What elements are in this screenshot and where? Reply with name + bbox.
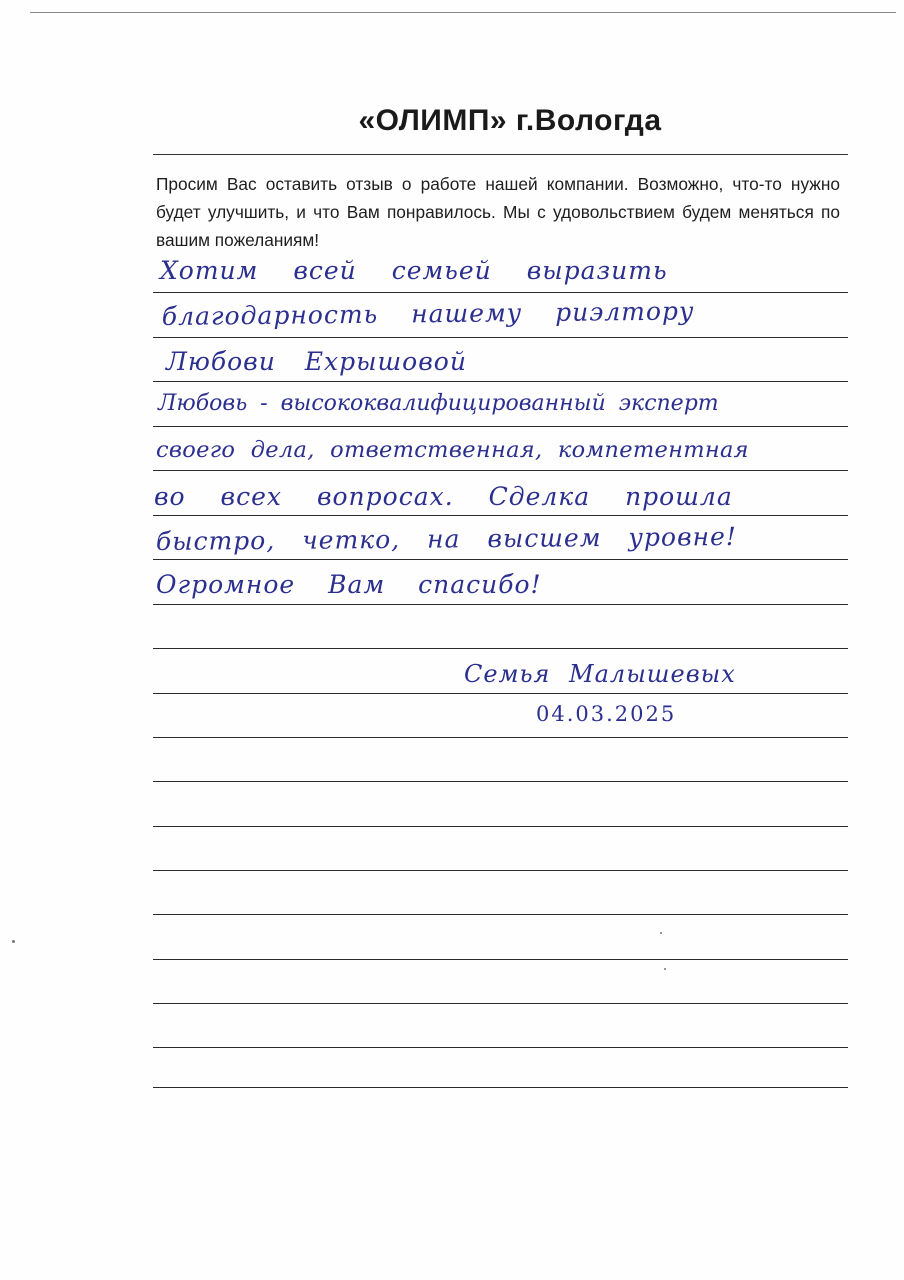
handwritten-line: Любови Ехрышовой: [166, 347, 467, 376]
writing-line: [153, 337, 848, 338]
handwritten-line: Огромное Вам спасибо!: [156, 570, 542, 599]
writing-line: [153, 515, 848, 516]
writing-line: [153, 737, 848, 738]
title-underline: [153, 154, 848, 155]
writing-line: [153, 959, 848, 960]
scan-speck: [664, 968, 666, 970]
scan-speck: [660, 932, 662, 934]
handwritten-line: благодарность нашему риэлтору: [161, 296, 695, 331]
writing-line: [153, 559, 848, 560]
handwritten-line: Хотим всей семьей выразить: [160, 256, 668, 285]
writing-line: [153, 648, 848, 649]
writing-line: [153, 1047, 848, 1048]
writing-line: [153, 914, 848, 915]
writing-line: [153, 1087, 848, 1088]
writing-line: [153, 292, 848, 293]
writing-line: [153, 381, 848, 382]
handwritten-line: Любовь - высококвалифицированный эксперт: [158, 391, 719, 416]
writing-line: [153, 781, 848, 782]
writing-line: [153, 1003, 848, 1004]
writing-line: [153, 870, 848, 871]
handwritten-line: быстро, четко, на высшем уровне!: [155, 521, 737, 556]
writing-line: [153, 826, 848, 827]
scan-speck: [12, 940, 15, 943]
writing-line: [153, 693, 848, 694]
writing-line: [153, 426, 848, 427]
handwritten-line: своего дела, ответственная, компетентная: [156, 437, 749, 463]
writing-line: [153, 604, 848, 605]
writing-line: [153, 470, 848, 471]
handwritten-line: во всех вопросах. Сделка прошла: [154, 482, 733, 511]
form-title: «ОЛИМП» г.Вологда: [358, 104, 662, 137]
form-intro-text: Просим Вас оставить отзыв о работе нашей компании. Возможно, что-то нужно будет улучшить, и что Вам понравилось. Мы с удовольствием будем меняться по вашим пожеланиям!: [156, 174, 840, 250]
scan-edge-line: [30, 12, 896, 13]
review-date: 04.03.2025: [536, 702, 677, 726]
signature-family: Семья Малышевых: [464, 660, 736, 688]
